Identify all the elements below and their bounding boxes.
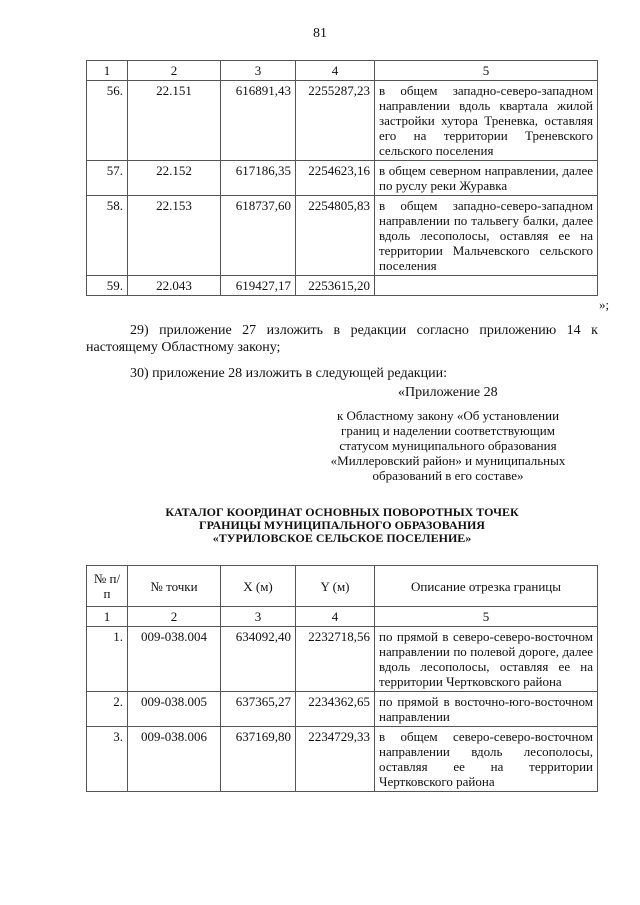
catalog-title-line: «ТУРИЛОВСКОЕ СЕЛЬСКОЕ ПОСЕЛЕНИЕ» [212,531,472,545]
segment-description: по прямой в северо-северо-восточном направлении по полевой дороге, далее вдоль лесополосы, оставляя ее на территории Чертковского района [375,627,598,692]
table-index-row [87,607,598,627]
table-index-row [87,61,598,81]
segment-description: в общем западно-северо-западном направлении вдоль квартала жилой застройки хутора Треневка, оставляя его на территории Треневского сельского поселения [375,81,598,161]
index-cell: 5 [375,607,598,627]
index-cell: 3 [221,607,296,627]
x-coordinate: 618737,60 [221,196,296,276]
y-coordinate: 2234362,65 [296,692,375,727]
x-coordinate: 637365,27 [221,692,296,727]
row-number: 1. [87,627,128,692]
y-coordinate: 2255287,23 [296,81,375,161]
coordinates-table [86,565,598,792]
column-header: № п/п [87,566,128,607]
table-header-row [87,566,598,607]
catalog-title-line: КАТАЛОГ КООРДИНАТ ОСНОВНЫХ ПОВОРОТНЫХ ТОЧЕК [165,505,519,519]
appendix-subtitle-line: образований в его составе» [372,468,524,483]
index-cell: 5 [375,61,598,81]
segment-description: в общем северо-северо-восточном направлении вдоль лесополосы, оставляя ее на территории Чертковского района [375,727,598,792]
appendix-subtitle-line: статусом муниципального образования [339,438,557,453]
y-coordinate: 2234729,33 [296,727,375,792]
x-coordinate: 634092,40 [221,627,296,692]
appendix-subtitle-line: к Областному закону «Об установлении [336,408,560,423]
table-row [87,692,598,727]
closing-quote: »; [599,297,610,312]
row-number: 57. [87,161,128,196]
appendix-subtitle-line: «Миллеровский район» и муниципальных [330,453,566,468]
appendix-subtitle-line: границ и наделении соответствующим [341,423,555,438]
index-cell: 3 [221,61,296,81]
appendix-title: «Приложение 28 [398,385,498,400]
row-number: 59. [87,276,128,296]
point-id: 22.152 [128,161,221,196]
column-header: X (м) [221,566,296,607]
catalog-title [86,506,598,545]
index-cell: 4 [296,61,375,81]
row-number: 56. [87,81,128,161]
index-cell: 1 [87,61,128,81]
index-cell: 2 [128,61,221,81]
y-coordinate: 2254805,83 [296,196,375,276]
table-row [87,627,598,692]
x-coordinate: 619427,17 [221,276,296,296]
point-id: 009-038.005 [128,692,221,727]
column-header: № точки [128,566,221,607]
segment-description: в общем северном направлении, далее по руслу реки Журавка [375,161,598,196]
page-number: 81 [313,26,327,41]
index-cell: 2 [128,607,221,627]
index-cell: 1 [87,607,128,627]
y-coordinate: 2253615,20 [296,276,375,296]
paragraph-30: 30) приложение 28 изложить в следующей редакции: [130,366,447,381]
row-number: 58. [87,196,128,276]
column-header: Описание отрезка границы [375,566,598,607]
table-row [87,727,598,792]
index-cell: 4 [296,607,375,627]
y-coordinate: 2254623,16 [296,161,375,196]
row-number: 3. [87,727,128,792]
y-coordinate: 2232718,56 [296,627,375,692]
segment-description: в общем западно-северо-западном направлении по тальвегу балки, далее вдоль лесополосы, оставляя ее на территории Мальчевского сельского поселения [375,196,598,276]
coordinates-table-continued [86,60,598,296]
x-coordinate: 637169,80 [221,727,296,792]
point-id: 22.151 [128,81,221,161]
table-row [87,81,598,161]
column-header: Y (м) [296,566,375,607]
table-row [87,276,598,296]
table-row [87,196,598,276]
row-number: 2. [87,692,128,727]
table-row [87,161,598,196]
paragraph-29: 29) приложение 27 изложить в редакции согласно приложению 14 к настоящему Областному закону; [86,323,598,355]
x-coordinate: 616891,43 [221,81,296,161]
catalog-title-line: ГРАНИЦЫ МУНИЦИПАЛЬНОГО ОБРАЗОВАНИЯ [199,518,485,532]
point-id: 009-038.004 [128,627,221,692]
x-coordinate: 617186,35 [221,161,296,196]
point-id: 22.153 [128,196,221,276]
segment-description [375,276,598,296]
point-id: 009-038.006 [128,727,221,792]
point-id: 22.043 [128,276,221,296]
segment-description: по прямой в восточно-юго-восточном направлении [375,692,598,727]
appendix-subtitle [306,408,590,483]
